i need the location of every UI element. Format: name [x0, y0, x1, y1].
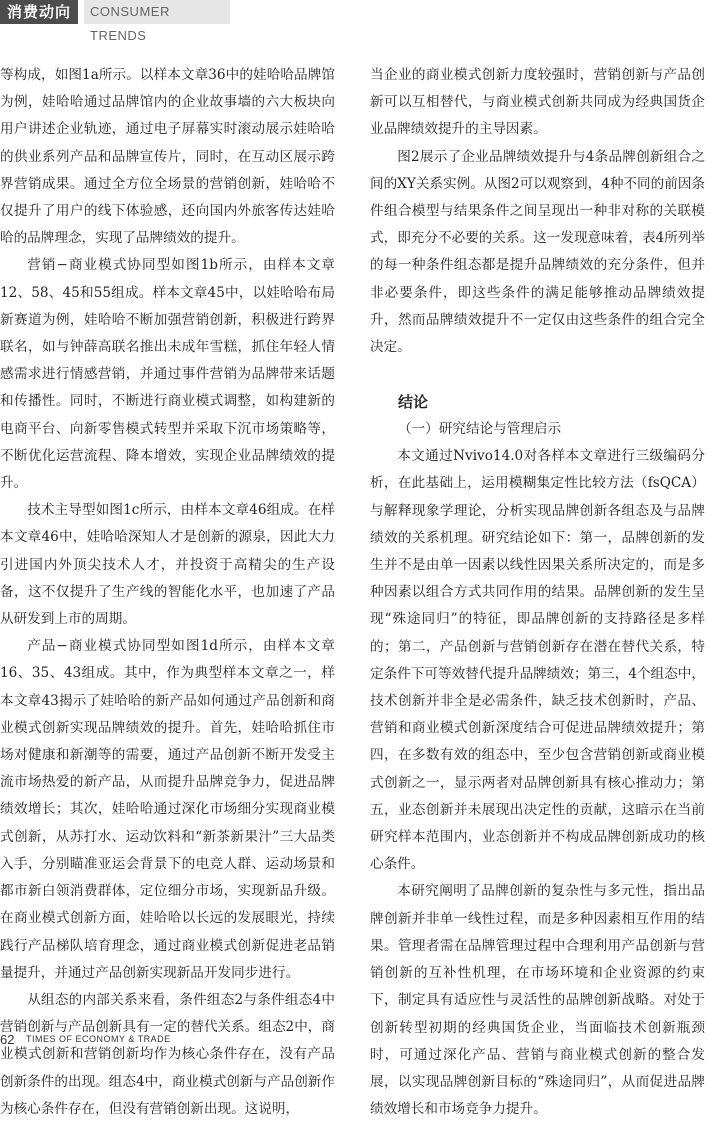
magazine-name: TIMES OF ECONOMY & TRADE: [26, 1034, 171, 1044]
paragraph: 从组态的内部关系来看，条件组态2与条件组态4中营销创新与产品创新具有一定的替代关系。组态2中，商业模式创新和营销创新均作为核心条件存在，没有产品创新条件的出现。组态4中，商业模式创新与产品创新作为核心条件存在，但没有营销创新出现。这说明，: [0, 991, 335, 1117]
paragraph: 当企业的商业模式创新力度较强时，营销创新与产品创新可以互相替代，与商业模式创新共同成为经典国货企业品牌绩效提升的主导因素。: [370, 67, 705, 138]
page-header: [0, 0, 709, 43]
paragraph: 本文通过Nvivo14.0对各样本文章进行三级编码分析，在此基础上，运用模糊集定性比较方法（fsQCA）与解释现象学理论，分析实现品牌创新各组态及与品牌绩效的关系机理。研究结论如下：第一，品牌创新的发生并不是由单一因素以线性因果关系所决定的，而是多种因素以组合方式共同作用的结果。品牌创新的发生呈现“殊途同归”的特征，即品牌创新的支持路径是多样的；第二，产品创新与营销创新存在潜在替代关系，特定条件下可等效替代提升品牌绩效；第三，4个组态中，技术创新并非全是必需条件，缺乏技术创新时，产品、营销和商业模式创新深度结合可促进品牌绩效提升；第四，在多数有效的组态中，至少包含营销创新或商业模式创新之一，显示两者对品牌创新具有核心推动力；第五，业态创新并未展现出决定性的贡献，这暗示在当前研究样本范围内，业态创新并不构成品牌创新成功的核心条件。: [370, 448, 705, 873]
paragraph: 技术主导型如图1c所示，由样本文章46组成。在样本文章46中，娃哈哈深知人才是创新的源泉，因此大力引进国内外顶尖技术人才，并投资于高精尖的生产设备，这不仅提升了生产线的智能化水平，也加速了产品从研发到上市的周期。: [0, 502, 335, 628]
left-column: [0, 62, 335, 1123]
paragraph: 营销−商业模式协同型如图1b所示，由样本文章12、58、45和55组成。样本文章45中，以娃哈哈布局新赛道为例，娃哈哈不断加强营销创新，积极进行跨界联名，如与钟薛高联名推出未成年雪糕，抓住年轻人情感需求进行情感营销，并通过事件营销为品牌带来话题和传播性。同时，不断进行商业模式调整，如构建新的电商平台、向新零售模式转型并采取下沉市场策略等，不断优化运营流程、降本增效，实现企业品牌绩效的提升。: [0, 257, 335, 492]
paragraph: 等构成，如图1a所示。以样本文章36中的娃哈哈品牌馆为例，娃哈哈通过品牌馆内的企业故事墙的六大板块向用户讲述企业轨迹，通过电子屏幕实时滚动展示娃哈哈的供业系列产品和品牌宣传片，同时，在互动区展示跨界营销成果。通过全方位全场景的营销创新，娃哈哈不仅提升了用户的线下体验感，还向国内外旅客传达娃哈哈的品牌理念，实现了品牌绩效的提升。: [0, 67, 335, 247]
paragraph: 图2展示了企业品牌绩效提升与4条品牌创新组合之间的XY关系实例。从图2可以观察到，4种不同的前因条件组合模型与结果条件之间呈现出一种非对称的关联模式，即充分不必要的关系。这一发现意味着，表4所列举的每一种条件组态都是提升品牌绩效的充分条件，但并非必要条件，即这些条件的满足能够推动品牌绩效提升，然而品牌绩效提升不一定仅由这些条件的组合完全决定。: [370, 148, 706, 356]
page-footer: [0, 1030, 709, 1048]
paragraph: 本研究阐明了品牌创新的复杂性与多元性，指出品牌创新并非单一线性过程，而是多种因素相互作用的结果。管理者需在品牌管理过程中合理利用产品创新与营销创新的互补性机理，在市场环境和企业资源的约束下，制定具有适应性与灵活性的品牌创新战略。对处于创新转型初期的经典国货企业，当面临技术创新瓶颈时，可通过深化产品、营销与商业模式创新的整合发展，以实现品牌创新目标的“殊途同归”，从而促进品牌绩效增长和市场竞争力提升。: [370, 883, 705, 1118]
subsection-title: （一）研究结论与管理启示: [398, 421, 562, 438]
paragraph: 产品−商业模式协同型如图1d所示，由样本文章16、35、43组成。其中，作为典型样本文章之一，样本文章43揭示了娃哈哈的新产品如何通过产品创新和商业模式创新实现品牌绩效的提升。首先，娃哈哈抓住市场对健康和新潮等的需要，通过产品创新不断开发受主流市场热爱的新产品，从而提升品牌竞争力，促进品牌绩效增长；其次，娃哈哈通过深化市场细分实现商业模式创新，从苏打水、运动饮料和“新茶新果汁”三大品类入手，分别瞄准亚运会背景下的电竞人群、运动场景和都市新白领消费群体，定位细分市场，实现新品升级。在商业模式创新方面，娃哈哈以长远的发展眼光，持续践行产品梯队培育理念，通过商业模式创新促进老品销量提升，并通过产品创新实现新品开发同步进行。: [0, 638, 335, 981]
right-bottom-paragraphs: [370, 443, 705, 1123]
page-number: 62: [0, 1032, 15, 1047]
right-top-paragraphs: [370, 62, 705, 361]
section-title: 结论: [398, 393, 429, 412]
section-tagline: CONSUMER TRENDS: [84, 0, 230, 24]
section-tag: 消费动向: [0, 0, 78, 24]
right-column: [370, 62, 705, 1123]
